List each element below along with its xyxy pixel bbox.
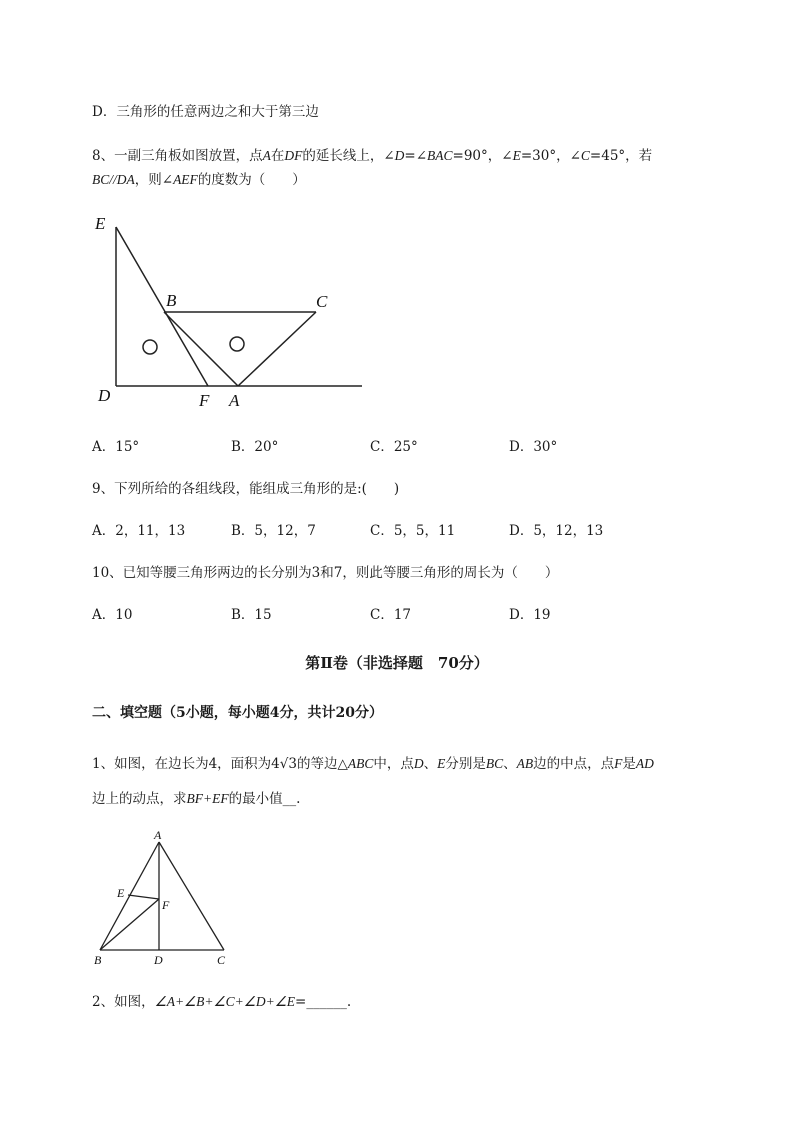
q8-option-d: D．30°	[509, 439, 558, 455]
q9-option-c: C．5，5，11	[370, 523, 456, 539]
fill1-label-e: E	[117, 886, 125, 900]
fill1-triangle-abc: ABC	[347, 756, 374, 771]
q8-circle-left	[143, 340, 157, 354]
fill1-seg-ad: AD	[635, 756, 654, 771]
q8-seg-df: DF	[284, 148, 303, 163]
q8-stem-text: =∠	[404, 148, 428, 164]
q8-option-b: B．20°	[231, 439, 279, 455]
q10-option-a: A．10	[92, 607, 133, 623]
q8-label-f: F	[199, 391, 210, 410]
fill1-figure	[90, 826, 240, 968]
q10-option-c: C．17	[370, 607, 412, 623]
q8-stem-text: 的度数为（ ）	[197, 172, 306, 188]
fill1-point-e: E	[437, 756, 446, 771]
q8-label-d: D	[98, 386, 111, 405]
fill1-label-c: C	[217, 953, 226, 967]
fill1-seg-bc: BC	[485, 756, 504, 771]
section-fill-in-heading: 二、填空题（5小题，每小题4分，共计20分）	[92, 705, 383, 721]
fill1-line-bf	[100, 899, 159, 950]
q8-label-c: C	[316, 292, 328, 311]
q8-stem-line2	[92, 168, 306, 188]
fill1-seg-ab: AB	[516, 756, 534, 771]
q8-stem-text: 在	[270, 148, 285, 164]
q8-stem-text: =90°，∠	[452, 148, 513, 164]
fill1-text: 是	[622, 756, 636, 772]
fill2-text: 2、如图，	[92, 994, 155, 1010]
fill1-label-f: F	[162, 898, 170, 912]
fill1-label-b: B	[94, 953, 102, 967]
q8-label-e: E	[95, 214, 106, 233]
q8-label-a: A	[229, 391, 240, 410]
q8-line-ef	[116, 227, 208, 386]
q8-stem-text: =30°，∠	[520, 148, 581, 164]
q8-figure	[90, 205, 370, 415]
fill1-text: 边上的动点，求	[92, 791, 187, 807]
q8-angle-c: C	[580, 148, 590, 163]
q8-angle-bac: BAC	[427, 148, 453, 163]
fill2-line	[92, 990, 351, 1010]
fill2-expr: ∠A+∠B+∠C+∠D+∠E	[154, 994, 296, 1009]
fill1-line2	[92, 787, 300, 807]
fill1-point-f: F	[614, 756, 623, 771]
q8-bc-parallel-da: BC//DA	[92, 172, 135, 187]
fill1-label-a: A	[154, 828, 162, 842]
q8-angle-d: D	[394, 148, 405, 163]
fill1-text: 的等边△	[296, 756, 348, 772]
fill1-line-ef	[128, 895, 159, 899]
q8-label-b: B	[166, 291, 177, 310]
q7-option-d: D．三角形的任意两边之和大于第三边	[92, 104, 319, 120]
q8-stem-text: 8、一副三角板如图放置，点	[92, 148, 263, 164]
part2-title: 第Ⅱ卷（非选择题 70分）	[305, 654, 489, 672]
q8-point-a: A	[262, 148, 271, 163]
q8-stem-text: 的延长线上，∠	[302, 148, 395, 164]
fill1-label-d: D	[154, 953, 163, 967]
q8-circle-right	[230, 337, 244, 351]
fill1-text: 边的中点，点	[533, 756, 615, 772]
q8-option-a: A．15°	[92, 439, 140, 455]
q9-option-d: D．5，12，13	[509, 523, 604, 539]
fill1-text: 的最小值__.	[228, 791, 301, 807]
q8-stem-text: ，则∠	[134, 172, 174, 188]
fill1-expr: BF+EF	[186, 791, 229, 806]
fill1-text: 中，点	[373, 756, 414, 772]
q8-option-c: C．25°	[370, 439, 418, 455]
q9-stem: 9、下列所给的各组线段，能组成三角形的是:( )	[92, 481, 400, 497]
fill1-line-ab	[100, 842, 159, 950]
q9-option-a: A．2，11，13	[92, 523, 186, 539]
q8-angle-e: E	[512, 148, 521, 163]
q8-line-ca	[238, 312, 316, 386]
fill2-text: =______.	[295, 994, 352, 1010]
fill1-text: 分别是	[445, 756, 486, 772]
fill1-point-d: D	[413, 756, 424, 771]
q8-stem-text: =45°，若	[589, 148, 653, 164]
q9-option-b: B．5，12，7	[231, 523, 316, 539]
fill1-line-ac	[159, 842, 224, 950]
fill1-line1	[92, 752, 654, 772]
q10-option-b: B．15	[231, 607, 272, 623]
q10-stem: 10、已知等腰三角形两边的长分别为3和7，则此等腰三角形的周长为（ ）	[92, 565, 559, 581]
fill1-text: 、	[423, 756, 438, 772]
fill1-sqrt3: √3	[279, 756, 297, 772]
q8-stem-line1	[92, 144, 652, 164]
q8-angle-aef: AEF	[173, 172, 198, 187]
q10-option-d: D．19	[509, 607, 551, 623]
fill1-text: 、	[503, 756, 517, 772]
fill1-text: 1、如图，在边长为4，面积为4	[92, 756, 280, 772]
